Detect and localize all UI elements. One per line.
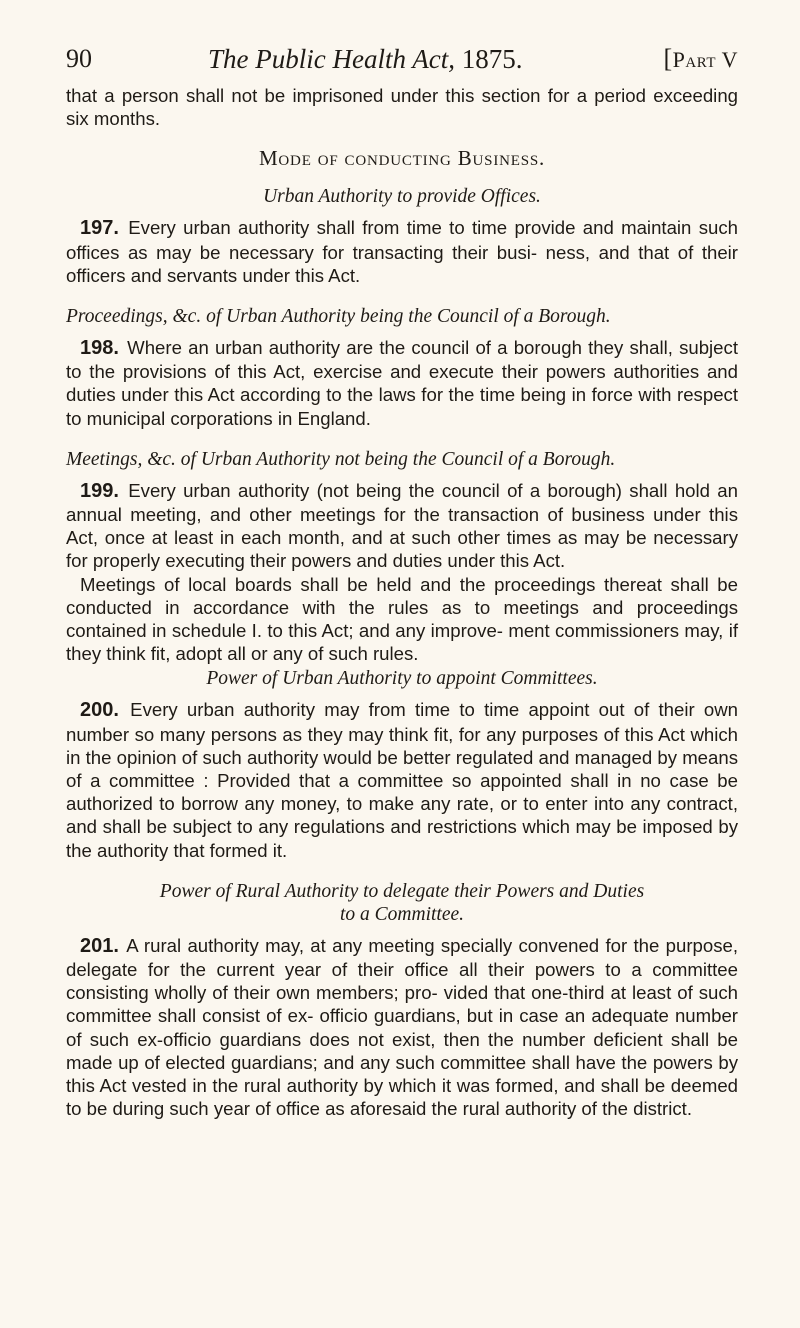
section-201-text: A rural authority may, at any meeting specially convened for the purpose, delegate for the current year of their office all their powers to a committee consisting wholly of their own members; pro- vided that one-third at least of such committee shall consist of ex- officio guardians, but in case an adequate number of such ex-officio guardians does not exist, then the number deficient shall be made up of elected guardians; and any such committee shall have the powers by this Act vested in the rural authority by which it was formed, and shall be deemed to be during such year of office as aforesaid the rural authority of the district. <box>66 934 738 1120</box>
section-201-number: 201. <box>80 934 119 957</box>
running-title-text: The Public Health Act, <box>208 44 455 74</box>
section-201-heading <box>66 880 738 926</box>
continuation-paragraph: that a person shall not be imprisoned under this section for a period exceeding six months. <box>66 85 738 130</box>
section-200-text: Every urban authority may from time to time appoint out of their own number so many persons as they may think fit, for any purposes of this Act which in the opinion of such authority would be better regulated and managed by means of a committee : Provided that a committee so appointed shall in no case be authorized to borrow any money, to make any rate, or to enter into any contract, and shall be subject to any regulations and restrictions which may be imposed by the authority that formed it. <box>66 699 738 861</box>
part-label: [Part V <box>663 44 738 73</box>
section-198-heading: Proceedings, &c. of Urban Authority being the Council of a Borough. <box>66 306 611 328</box>
section-199-text: Every urban authority (not being the council of a borough) shall hold an annual meeting, and other meetings for the transaction of business under this Act, once at least in each month, and at such other times as may be necessary for properly executing their powers and duties under this Act. <box>66 479 738 572</box>
running-header <box>66 44 738 84</box>
section-198-text: Where an urban authority are the council of a borough they shall, subject to the provisions of this Act, exercise and execute their powers authorities and duties under this Act according to the laws for the time being in force with respect to municipal corporations in England. <box>66 337 738 429</box>
page-number: 90 <box>66 44 92 73</box>
section-199-paragraph <box>66 479 738 573</box>
section-200-paragraph <box>66 698 738 861</box>
section-200-heading: Power of Urban Authority to appoint Committees. <box>206 668 598 690</box>
main-heading: Mode of conducting Business. <box>258 146 546 171</box>
section-201-paragraph <box>66 934 738 1121</box>
running-title <box>208 44 522 75</box>
section-199-paragraph-2: Meetings of local boards shall be held and the proceedings thereat shall be conducted in accordance with the rules as to meetings and proceedings contained in schedule I. to this Act; and any improve- ment commissioners may, if they think fit, adopt all or any of such rules. <box>66 573 738 665</box>
section-199-heading: Meetings, &c. of Urban Authority not being the Council of a Borough. <box>66 448 616 470</box>
section-199-number: 199. <box>80 479 119 502</box>
section-200-number: 200. <box>80 699 119 722</box>
section-197-number: 197. <box>80 217 119 240</box>
running-title-year: 1875. <box>461 44 523 74</box>
section-198-paragraph <box>66 336 738 430</box>
section-198-number: 198. <box>80 337 119 360</box>
book-page <box>66 44 738 1121</box>
part-label-text: Part V <box>672 47 738 72</box>
section-197-text: Every urban authority shall from time to time provide and maintain such offices as may be necessary for transacting their busi- ness, and that of their officers and servants under this Act. <box>66 217 738 286</box>
section-201-heading-line1: Power of Rural Authority to delegate their Powers and Duties <box>159 880 645 902</box>
section-197-paragraph <box>66 216 738 287</box>
section-197-heading: Urban Authority to provide Offices. <box>263 186 541 208</box>
section-201-heading-line2: to a Committee. <box>339 903 465 925</box>
